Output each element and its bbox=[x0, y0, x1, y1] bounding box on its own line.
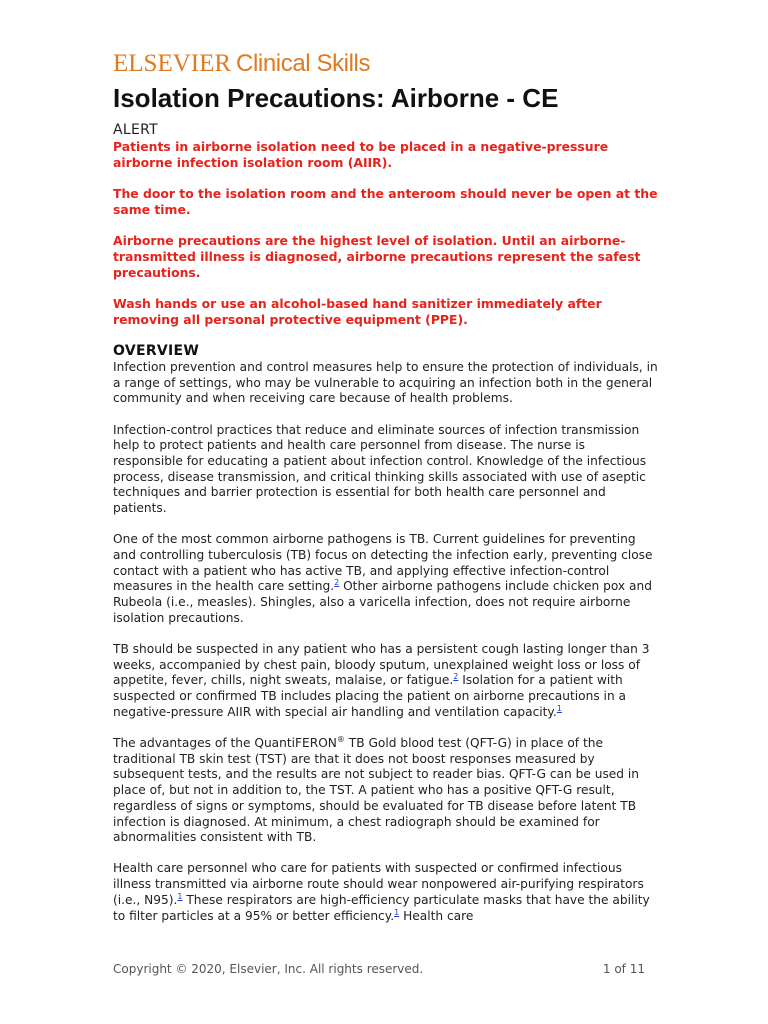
overview-paragraph: Health care personnel who care for patients with suspected or confirmed infectious illness transmitted via airborne route should wear nonpowered air-purifying respirators (i.e., N95).$^1$ These respirators are high-efficiency particulate masks that have the ability to filter particles at a 95% or better efficiency.$^1$ Health care bbox=[113, 861, 650, 923]
page-footer bbox=[113, 962, 645, 976]
document-page bbox=[113, 50, 658, 940]
copyright-notice: Copyright © 2020, Elsevier, Inc. All rights reserved. bbox=[113, 962, 424, 976]
alert-item: Wash hands or use an alcohol-based hand sanitizer immediately after removing all personal protective equipment (PPE). bbox=[113, 296, 602, 327]
elsevier-clinical-skills-logo bbox=[113, 50, 658, 78]
reference-link[interactable]: 1 bbox=[556, 703, 562, 713]
page-number: 1 of 11 bbox=[602, 962, 645, 976]
reference-link[interactable]: 1 bbox=[394, 907, 400, 917]
overview-paragraph: Infection prevention and control measures help to ensure the protection of individuals, in a range of settings, who may be vulnerable to acquiring an infection both in the general community and when receiving care because of health problems. bbox=[113, 360, 658, 406]
reference-link[interactable]: 2 bbox=[334, 578, 340, 588]
overview-paragraph: One of the most common airborne pathogens is TB. Current guidelines for preventing and controlling tuberculosis (TB) focus on detecting the infection early, preventing close contact with a patient who has active TB, and applying effective infection-control measures in the health care setting.$^2$ Other airborne pathogens include chicken pox and Rubeola (i.e., measles). Shingles, also a varicella infection, does not require airborne isolation precautions. bbox=[113, 532, 653, 625]
registered-mark: ® bbox=[336, 735, 345, 744]
overview-paragraph: Infection-control practices that reduce and eliminate sources of infection transmission help to protect patients and health care personnel from disease. The nurse is responsible for educating a patient about infection control. Knowledge of the infectious process, disease transmission, and critical thinking skills associated with use of aseptic techniques and barrier protection is essential for both health care personnel and patients. bbox=[113, 422, 647, 516]
overview-heading: OVERVIEW bbox=[113, 343, 200, 359]
overview-paragraph: The advantages of the QuantiFERON® TB Gold blood test (QFT-G) in place of the traditional TB skin test (TST) are that it does not boost responses measured by subsequent tests, and the results are not subject to reader bias. QFT-G can be used in place of, but not in addition to, the TST. A patient who has a positive QFT-G result, regardless of signs or symptoms, should be evaluated for TB disease before latent TB infection is diagnosed. At minimum, a chest radiograph should be examined for abnormalities consistent with TB. bbox=[113, 735, 640, 845]
overview-paragraph: TB should be suspected in any patient who has a persistent cough lasting longer than 3 weeks, accompanied by chest pain, bloody sputum, unexplained weight loss or loss of appetite, fever, chills, night sweats, malaise, or fatigue.$^2$ Isolation for a patient with suspected or confirmed TB includes placing the patient on airborne precautions in a negative-pressure AIIR with special air handling and ventilation capacity.$^1$ bbox=[113, 642, 650, 719]
alert-item: The door to the isolation room and the anteroom should never be open at the same time. bbox=[113, 186, 658, 217]
reference-link[interactable]: 1 bbox=[177, 891, 183, 901]
brand-name: ELSEVIER bbox=[113, 50, 232, 77]
alert-item: Airborne precautions are the highest level of isolation. Until an airborne-transmitted illness is diagnosed, airborne precautions represent the safest precautions. bbox=[113, 233, 641, 280]
alert-heading: ALERT bbox=[113, 122, 158, 138]
alert-item: Patients in airborne isolation need to be placed in a negative-pressure airborne infection isolation room (AIIR). bbox=[113, 139, 609, 170]
reference-link[interactable]: 2 bbox=[453, 672, 459, 682]
overview-section bbox=[113, 360, 658, 924]
page-title: Isolation Precautions: Airborne - CE bbox=[113, 83, 559, 113]
brand-product: Clinical Skills bbox=[236, 50, 371, 77]
alert-section bbox=[113, 139, 658, 328]
